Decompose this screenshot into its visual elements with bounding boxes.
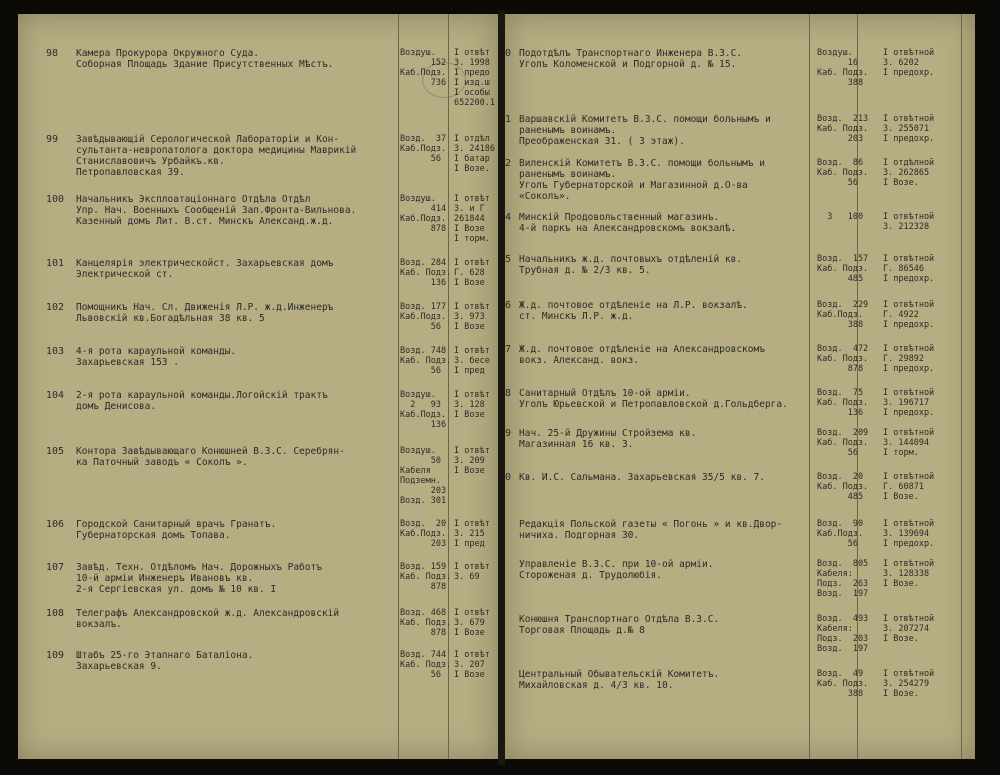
cable-spec: Возд. 229 Каб.Подз. 388 (817, 300, 869, 330)
cable-spec: Возд. 157 Каб. Подз. 485 (817, 254, 869, 284)
column-divider (809, 14, 810, 759)
entry-description: Городской Санитарный врачъ Гранатъ. Губернаторская домъ Топава. (76, 519, 277, 541)
line-details: I отвѣтной З. 128338 I Возе. (883, 559, 935, 589)
cable-spec: Воздуш. 414 Каб.Подз. 878 (400, 194, 447, 234)
entry-number: 0 (505, 48, 512, 59)
line-details: I отвѣтной З. 255071 I предохр. (883, 114, 935, 144)
book-gutter (498, 10, 505, 765)
entry-number: 98 (46, 48, 59, 59)
cable-spec: Возд. 86 Каб. Подз. 56 (817, 158, 869, 188)
cable-spec: Возд. 159 Каб. Подз. 878 (400, 562, 452, 592)
cable-spec: Возд. 468 Каб. Подз. 878 (400, 608, 452, 638)
entry-description: Завѣд. Техн. Отдѣломъ Нач. Дорожныхъ Работъ 10-й армiи Инженеръ Ивановъ кв. 2-я Сергiевская ул. домъ № 10 кв. I (76, 562, 322, 595)
entry-number: 104 (46, 390, 65, 401)
entry-description: Начальникъ ж.д. почтовыхъ отдѣленiй кв. Трубная д. № 2/3 кв. 5. (519, 254, 743, 276)
entry-number: 108 (46, 608, 65, 619)
line-details: I отвѣтной З. 6202 I предохр. (883, 48, 935, 78)
cable-spec: Возд. 493 Кабеля: Подз. 203 Возд. 197 (817, 614, 869, 654)
entry-number: 99 (46, 134, 59, 145)
entry-number: 2 (505, 158, 512, 169)
entry-description: Санитарный Отдѣлъ 10-ой армiи. Уголъ Юрьевской и Петропавловской д.Гольдберга. (519, 388, 788, 410)
entry-description: Виленскiй Комитетъ В.З.С. помощи больнымъ и раненымъ воинамъ. Уголъ Губернаторской и Магазинной д.О-ва «Соколъ». (519, 158, 765, 202)
entry-description: Штабъ 25-го Этапнаго Баталiона. Захарьевская 9. (76, 650, 254, 672)
entry-description: 4-я рота караульной команды. Захарьевская 153 . (76, 346, 237, 368)
entry-number: 109 (46, 650, 65, 661)
cable-spec: Возд. 744 Каб. Подз. 56 (400, 650, 452, 680)
entry-description: Телеграфъ Александровской ж.д. Александровскiй вокзалъ. (76, 608, 340, 630)
cable-spec: Возд. 20 Каб.Подз. 203 (400, 519, 447, 549)
entry-description: Редакцiя Польской газеты « Погонь » и кв.Двор- ничиха. Подгорная 30. (519, 519, 783, 541)
column-divider (398, 14, 399, 759)
line-details: I отвѣт З. 215 I пред (454, 519, 490, 549)
entry-description: Камера Прокурора Окружного Суда. Соборная Площадь Здание Присутственных Мѣстъ. (76, 48, 334, 70)
line-details: I отвѣтной З. 212328 (883, 212, 935, 232)
entry-description: Завѣдывающiй Серологической Лабораторiи и Кон- сультанта-невропатолога доктора медицины Маврикiй Станиславовичъ Урбайкъ.кв. Петропавловская 39. (76, 134, 357, 178)
entry-number: 9 (505, 428, 512, 439)
right-page (505, 14, 975, 759)
cable-spec: Воздуш. 50 Кабеля Подземн. 203 Возд. 301 (400, 446, 447, 506)
entry-number: 105 (46, 446, 65, 457)
line-details: I отвѣт З. 679 I Возе (454, 608, 490, 638)
cable-spec: Возд. 805 Кабеля: Подз. 263 Возд. 197 (817, 559, 869, 599)
entry-description: 2-я рота караульной команды.Логойскiй трактъ домъ Денисова. (76, 390, 328, 412)
entry-description: Ж.д. почтовое отдѣленiе на Александровскомъ вокз. Александ. вокз. (519, 344, 765, 366)
line-details: I отвѣт З. и Г 261844 I Возе I торм. (454, 194, 490, 244)
entry-description: Помощникъ Нач. Сл. Движенiя Л.Р. ж.д.Инженеръ Львовскiй кв.Богадѣльная 38 кв. 5 (76, 302, 334, 324)
entry-description: Начальникъ Эксплоатацiоннаго Отдѣла Отдѣл Упр. Нач. Военныхъ Сообщенiй Зап.Фронта-Вильнова. Казенный домъ Лит. В.ст. Минскъ Александ.ж.д. (76, 194, 357, 227)
line-details: I отвѣтной Г. 60871 I Возе. (883, 472, 935, 502)
entry-description: Канцелярiя электрическойст. Захарьевская домъ Электрической ст. (76, 258, 334, 280)
column-divider (961, 14, 962, 759)
entry-number: 6 (505, 300, 512, 311)
column-divider (448, 14, 449, 759)
entry-number: 1 (505, 114, 512, 125)
cable-spec: Возд. 20 Каб. Подз. 485 (817, 472, 869, 502)
line-details: I отвѣт З. 1998 I предо I изд.ш I особы 652200.1 (454, 48, 495, 108)
line-details: I отвѣтной З. 254279 I Возе. (883, 669, 935, 699)
cable-spec: Возд. 284 Каб. Подз. 136 (400, 258, 452, 288)
entry-number: 106 (46, 519, 65, 530)
cable-spec: Возд. 472 Каб. Подз. 878 (817, 344, 869, 374)
entry-number: 4 (505, 212, 512, 223)
line-details: I отвѣтной З. 144094 I торм. (883, 428, 935, 458)
entry-description: Кв. И.С. Сальмана. Захарьевская 35/5 кв. 7. (519, 472, 765, 483)
cable-spec: Возд. 37 Каб.Подз. 56 (400, 134, 447, 164)
entry-number: 102 (46, 302, 65, 313)
cable-spec: 3 100 (817, 212, 864, 222)
line-details: I отвѣт З. 973 I Возе (454, 302, 490, 332)
entry-description: Центральный Обывательскiй Комитетъ. Михайловская д. 4/3 кв. 10. (519, 669, 720, 691)
entry-description: Минскiй Продовольственный магазинъ. 4-й паркъ на Александровскомъ вокзалѣ. (519, 212, 737, 234)
line-details: I отвѣтной З. 139694 I предохр. (883, 519, 935, 549)
entry-number: 0 (505, 472, 512, 483)
cable-spec: Возд. 49 Каб. Подз. 388 (817, 669, 869, 699)
cable-spec: Возд. 90 Каб.Подз. 56 (817, 519, 864, 549)
entry-description: Нач. 25-й Дружины Стройзема кв. Магазинная 16 кв. 3. (519, 428, 697, 450)
line-details: I отвѣт З. 69 (454, 562, 490, 582)
entry-description: Ж.д. почтовое отдѣленiе на Л.Р. вокзалѣ. ст. Минскъ Л.Р. ж.д. (519, 300, 748, 322)
line-details: I отвѣтной Г. 29892 I предохр. (883, 344, 935, 374)
cable-spec: Возд. 75 Каб. Подз. 136 (817, 388, 869, 418)
entry-description: Управленiе В.З.С. при 10-ой армiи. Стороженая д. Трудолюбiя. (519, 559, 714, 581)
line-details: I отвѣт З. 209 I Возе (454, 446, 490, 476)
entry-description: Варшавскiй Комитетъ В.З.С. помощи больнымъ и раненымъ воинамъ. Преображенская 31. ( 3 этаж). (519, 114, 771, 147)
entry-description: Подотдѣлъ Транспортнаго Инженера В.З.С. Уголъ Коломенской и Подгорной д. № 15. (519, 48, 743, 70)
entry-number: 5 (505, 254, 512, 265)
line-details: I отвѣтной З. 207274 I Возе. (883, 614, 935, 644)
line-details: I отвѣт З. 207 I Возе (454, 650, 490, 680)
line-details: I отвѣтной Г. 4922 I предохр. (883, 300, 935, 330)
cable-spec: Воздуш. 152 Каб.Подз. 736 (400, 48, 447, 88)
line-details: I отвѣт Г. 628 I Возе (454, 258, 490, 288)
entry-number: 107 (46, 562, 65, 573)
cable-spec: Воздуш. 2 93 Каб.Подз. 136 (400, 390, 447, 430)
cable-spec: Возд. 177 Каб.Подз. 56 (400, 302, 447, 332)
cable-spec: Возд. 748 Каб. Подз. 56 (400, 346, 452, 376)
entry-number: 7 (505, 344, 512, 355)
line-details: I отвѣтной З. 196717 I предохр. (883, 388, 935, 418)
line-details: I отвѣт З. бесе I пред (454, 346, 490, 376)
entry-number: 103 (46, 346, 65, 357)
entry-description: Конюшня Транспортнаго Отдѣла В.З.С. Торговая Площадь д.№ 8 (519, 614, 720, 636)
line-details: I отвѣт З. 128 I Возе (454, 390, 490, 420)
line-details: I отдѣл З. 24186 I батар I Возе. (454, 134, 495, 174)
entry-description: Контора Завѣдывающаго Конюшней В.З.С. Серебрян- ка Паточный заводъ « Соколъ ». (76, 446, 345, 468)
entry-number: 8 (505, 388, 512, 399)
cable-spec: Возд. 213 Каб. Подз. 203 (817, 114, 869, 144)
line-details: I отвѣтной Г. 86546 I предохр. (883, 254, 935, 284)
entry-number: 101 (46, 258, 65, 269)
entry-number: 100 (46, 194, 65, 205)
line-details: I отдѣлной З. 262865 I Возе. (883, 158, 935, 188)
left-page (18, 14, 498, 759)
cable-spec: Возд. 209 Каб. Подз. 56 (817, 428, 869, 458)
cable-spec: Воздуш. 16 Каб. Подз. 388 (817, 48, 869, 88)
